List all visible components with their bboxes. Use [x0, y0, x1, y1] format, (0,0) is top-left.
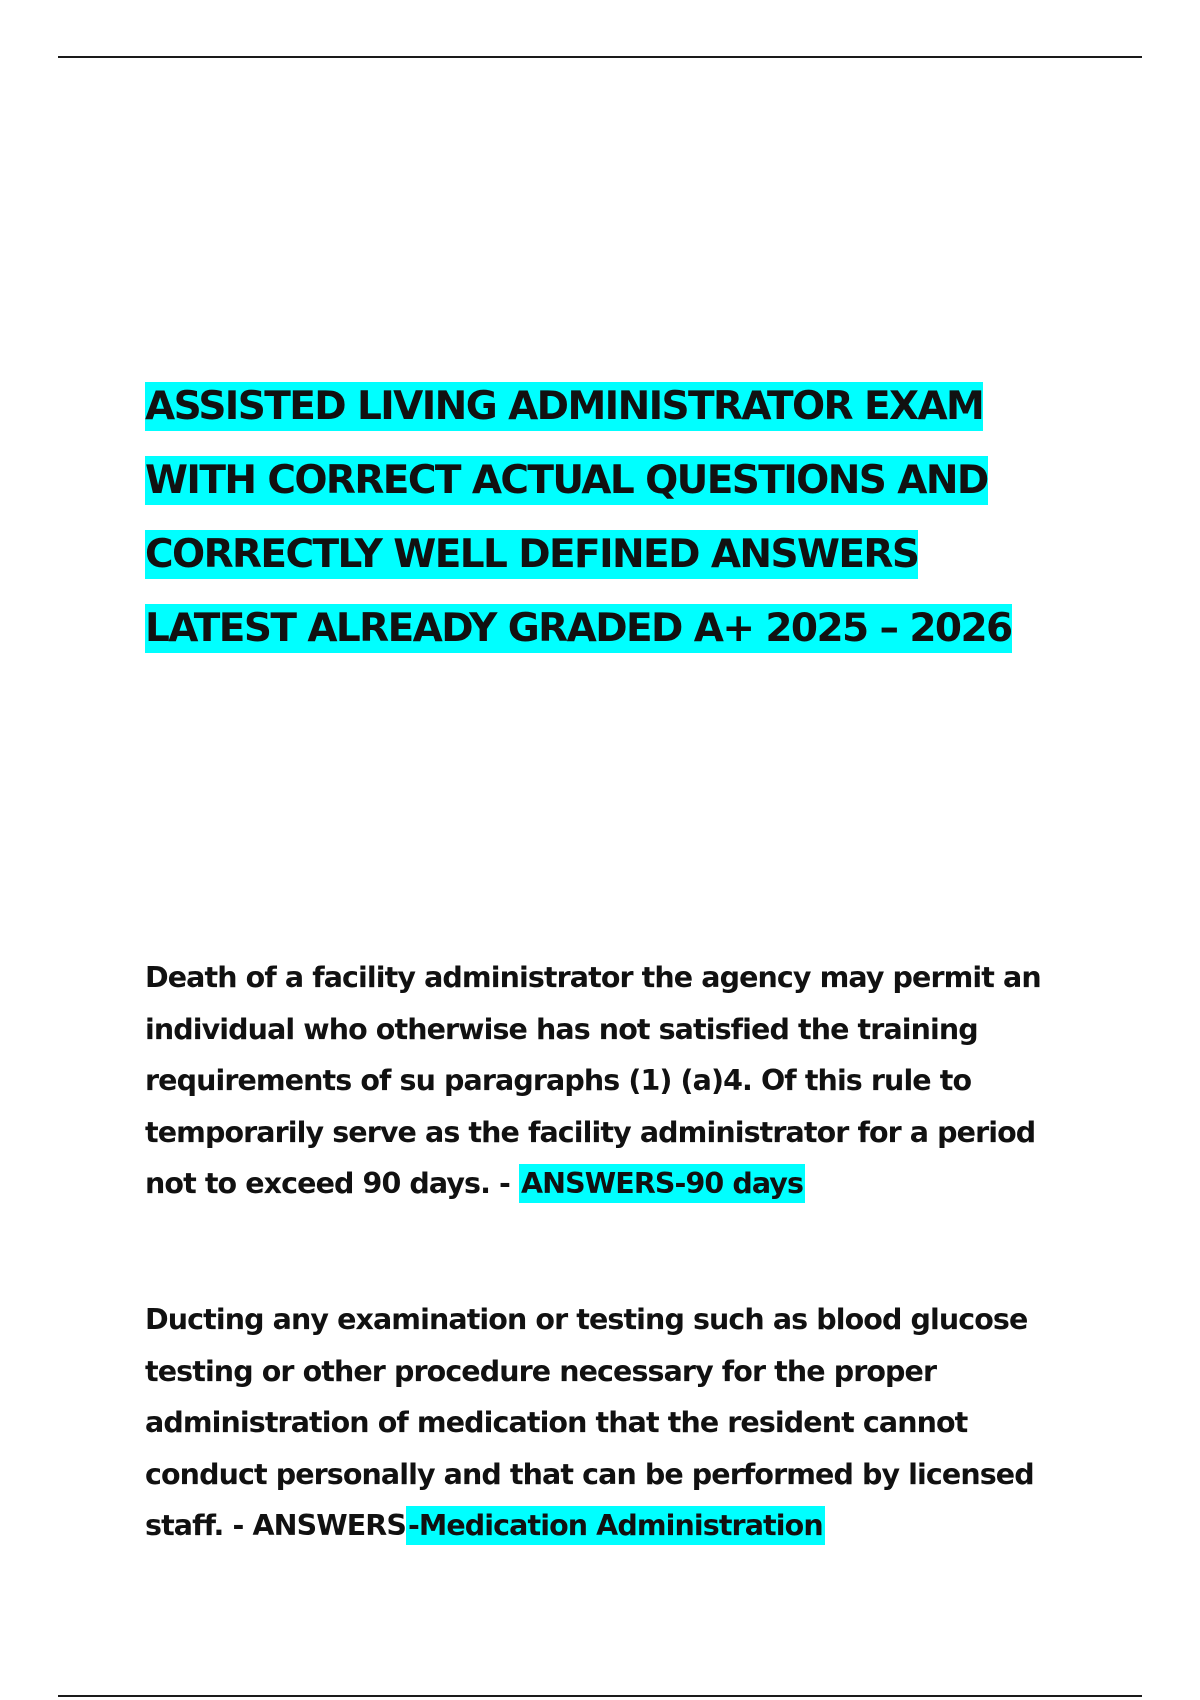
header-rule — [58, 56, 1142, 58]
question-text-line: administration of medication that the resident cannot — [145, 1406, 968, 1439]
question-text-line: individual who otherwise has not satisfied the training — [145, 1012, 978, 1046]
question-text-line: Death of a facility administrator the agency may permit an — [145, 961, 1041, 994]
question-text-tail: not to exceed 90 days. - — [145, 1167, 520, 1200]
question-2 — [145, 1294, 1045, 1552]
answer-prefix: ANSWERS — [252, 1509, 406, 1542]
question-1 — [145, 952, 1045, 1210]
question-last-line — [145, 1500, 1045, 1552]
question-text-line: testing or other procedure necessary for the proper — [145, 1354, 937, 1388]
question-text-line: requirements of su paragraphs (1) (a)4. Of this rule to — [145, 1064, 972, 1097]
title-line: CORRECTLY WELL DEFINED ANSWERS — [145, 532, 919, 577]
question-text-line: conduct personally and that can be performed by licensed — [145, 1457, 1034, 1491]
title-line: WITH CORRECT ACTUAL QUESTIONS AND — [145, 458, 988, 503]
question-last-line — [145, 1158, 1045, 1210]
footer-rule — [58, 1695, 1142, 1697]
answer-highlight: ANSWERS-90 days — [519, 1164, 805, 1203]
title-line: LATEST ALREADY GRADED A+ 2025 – 2026 — [145, 606, 1012, 651]
answer-highlight: -Medication Administration — [406, 1506, 825, 1545]
question-text-line: Ducting any examination or testing such as blood glucose — [145, 1303, 1028, 1336]
title-line: ASSISTED LIVING ADMINISTRATOR EXAM — [145, 384, 984, 429]
document-title — [145, 370, 1075, 666]
question-text-line: temporarily serve as the facility administrator for a period — [145, 1115, 1036, 1149]
question-text-tail: staff. - — [145, 1509, 253, 1542]
